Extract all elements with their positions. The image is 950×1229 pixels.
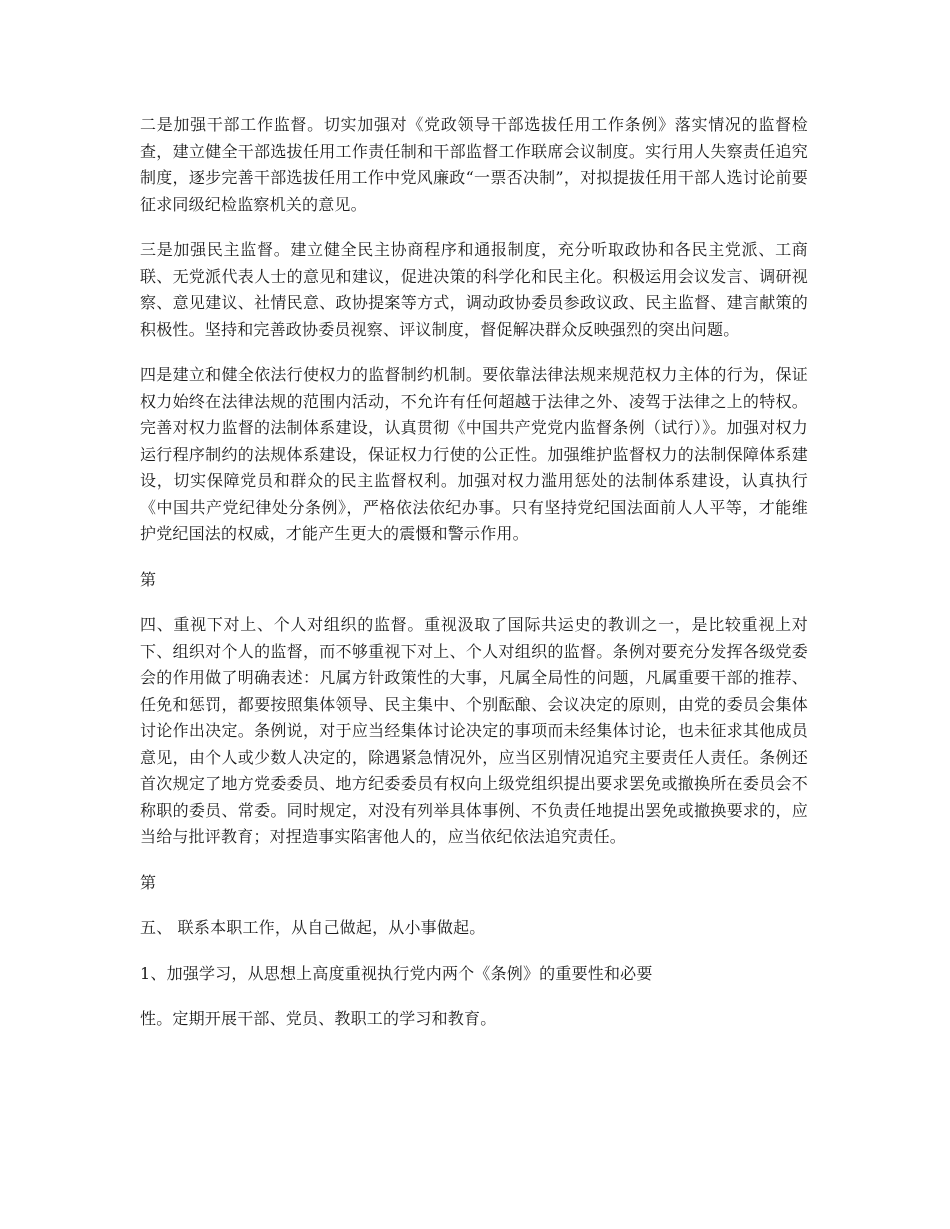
document-body <box>140 112 808 1052</box>
paragraph-cadre-supervision: 二是加强干部工作监督。切实加强对《党政领导干部选拔任用工作条例》落实情况的监督检查，建立健全干部选拔任用工作责任制和干部监督工作联席会议制度。实行用人失察责任追究制度，逐步完善干部选拔任用工作中党风廉政“一票否决制”，对拟提拔任用干部人选讨论前要征求同级纪检监察机关的意见。 <box>140 115 808 214</box>
section-heading-five: 五、 联系本职工作，从自己做起，从小事做起。 <box>140 918 486 937</box>
paragraph-bottom-up-supervision: 四、重视下对上、个人对组织的监督。重视汲取了国际共运史的教训之一，是比较重视上对下、组织对个人的监督，而不够重视下对上、个人对组织的监督。条例对要充分发挥各级党委会的作用做了明确表述：凡属方针政策性的大事，凡属全局性的问题，凡属重要干部的推荐、任免和惩罚，都要按照集体领导、民主集中、个别酝酿、会议决定的原则，由党的委员会集体讨论作出决定。条例说，对于应当经集体讨论决定的事项而未经集体讨论，也未征求其他成员意见，由个人或少数人决定的，除遇紧急情况外，应当区别情况追究主要责任人责任。条例还首次规定了地方党委委员、地方纪委委员有权向上级党组织提出要求罢免或撤换所在委员会不称职的委员、常委。同时规定，对没有列举具体事例、不负责任地提出罢免或撤换要求的，应当给与批评教育；对捏造事实陷害他人的，应当依纪依法追究责任。 <box>140 615 808 846</box>
section-marker: 第 <box>140 872 157 892</box>
paragraph-democratic-supervision: 三是加强民主监督。建立健全民主协商程序和通报制度，充分听取政协和各民主党派、工商联、无党派代表人士的意见和建议，促进决策的科学化和民主化。积极运用会议发言、调研视察、意见建议、社情民意、政协提案等方式，调动政协委员参政议政、民主监督、建言献策的积极性。坚持和完善政协委员视察、评议制度，督促解决群众反映强烈的突出问题。 <box>140 240 808 339</box>
section-marker: 第 <box>140 569 157 589</box>
list-item-study: 1、加强学习，从思想上高度重视执行党内两个《条例》的重要性和必要 <box>140 963 653 983</box>
paragraph-legal-supervision: 四是建立和健全依法行使权力的监督制约机制。要依靠法律法规来规范权力主体的行为，保证权力始终在法律法规的范围内活动，不允许有任何超越于法律之外、凌驾于法律之上的特权。完善对权力监督的法制体系建设，认真贯彻《中国共产党党内监督条例（试行）》。加强对权力运行程序制约的法规体系建设，保证权力行使的公正性。加强维护监督权力的法制保障体系建设，切实保障党员和群众的民主监督权利。加强对权力滥用惩处的法制体系建设，认真执行《中国共产党纪律处分条例》，严格依法依纪办事。只有坚持党纪国法面前人人平等，才能维护党纪国法的权威，才能产生更大的震慑和警示作用。 <box>140 365 808 543</box>
list-item-study-continued: 性。定期开展干部、党员、教职工的学习和教育。 <box>140 1009 497 1028</box>
